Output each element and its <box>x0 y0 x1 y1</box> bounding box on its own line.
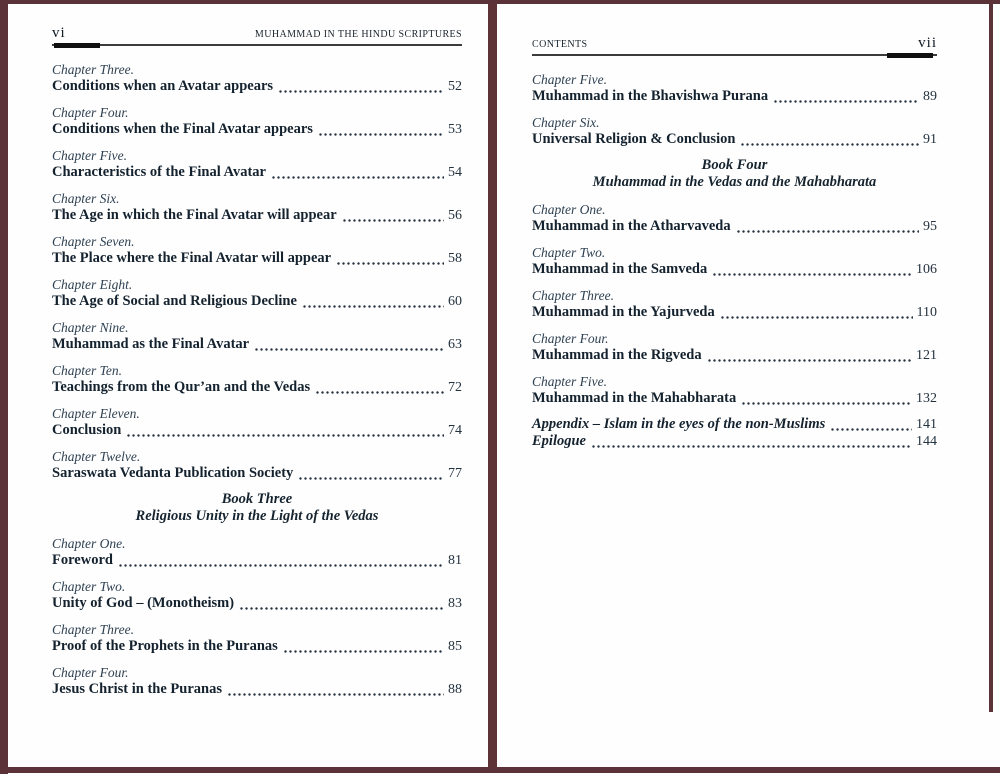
toc-line <box>532 261 937 278</box>
folio-bar <box>887 53 933 58</box>
entry-title: Muhammad in the Yajurveda <box>532 304 715 320</box>
frame-border-right <box>989 0 993 712</box>
toc-line <box>52 638 462 655</box>
chapter-label: Chapter Five. <box>532 72 607 87</box>
book-heading <box>52 491 462 525</box>
page-number: 95 <box>923 219 937 234</box>
dot-leader <box>773 100 919 103</box>
entry-title: Muhammad as the Final Avatar <box>52 336 250 352</box>
toc-line <box>52 250 462 267</box>
toc-entry <box>52 233 462 267</box>
toc-entry <box>52 190 462 224</box>
toc-entry <box>52 664 462 698</box>
chapter-label: Chapter Three. <box>532 288 614 303</box>
chapter-label: Chapter Three. <box>52 62 134 77</box>
toc-entry <box>532 373 937 407</box>
running-head-left <box>52 24 462 46</box>
toc-line <box>532 88 937 105</box>
entry-title: Muhammad in the Rigveda <box>532 347 702 363</box>
dot-leader <box>830 428 912 431</box>
back-matter-line <box>532 433 937 450</box>
entry-title: The Place where the Final Avatar will appear <box>52 250 332 266</box>
entry-title: The Age in which the Final Avatar will appear <box>52 207 337 223</box>
page-number: 63 <box>448 337 462 352</box>
page-number: 72 <box>448 380 462 395</box>
page-number: 60 <box>448 294 462 309</box>
toc-line <box>532 304 937 321</box>
chapter-label: Chapter Four. <box>52 665 129 680</box>
book-subtitle: Religious Unity in the Light of the Vedas <box>135 508 379 524</box>
dot-leader <box>271 176 444 179</box>
dot-leader <box>720 316 913 319</box>
book-heading <box>532 157 937 191</box>
folio-number: vii <box>918 35 937 51</box>
toc-line <box>52 207 462 224</box>
spine-divider <box>488 3 497 768</box>
page-number: 54 <box>448 165 462 180</box>
dot-leader <box>278 90 444 93</box>
book-title: Book Three <box>221 491 293 507</box>
dot-leader <box>118 564 444 567</box>
chapter-label: Chapter Four. <box>532 331 609 346</box>
dot-leader <box>126 434 444 437</box>
page-number: 110 <box>916 305 937 320</box>
page-number: 58 <box>448 251 462 266</box>
entry-title: Proof of the Prophets in the Puranas <box>52 638 278 654</box>
entry-title: Muhammad in the Bhavishwa Purana <box>532 88 769 104</box>
chapter-label: Chapter Three. <box>52 622 134 637</box>
chapter-label: Chapter Two. <box>532 245 606 260</box>
toc-entry <box>52 362 462 396</box>
chapter-label: Chapter Nine. <box>52 320 129 335</box>
toc-entry <box>532 330 937 364</box>
toc-entry <box>532 287 937 321</box>
toc-line <box>52 293 462 310</box>
toc-line <box>52 465 462 482</box>
entry-title: Muhammad in the Atharvaveda <box>532 218 731 234</box>
dot-leader <box>712 273 912 276</box>
entry-title: The Age of Social and Religious Decline <box>52 293 297 309</box>
chapter-label: Chapter Six. <box>52 191 120 206</box>
running-head-right <box>532 34 937 56</box>
toc-entry <box>52 61 462 95</box>
chapter-label: Chapter Two. <box>52 579 126 594</box>
toc-line <box>52 121 462 138</box>
page-number: 83 <box>448 596 462 611</box>
toc-entry <box>52 621 462 655</box>
page-number: 56 <box>448 208 462 223</box>
dot-leader <box>283 650 444 653</box>
toc-entry-list <box>52 61 462 482</box>
dot-leader <box>741 402 912 405</box>
chapter-label: Chapter Eleven. <box>52 406 140 421</box>
toc-entry <box>532 114 937 148</box>
toc-line <box>52 336 462 353</box>
dot-leader <box>318 133 444 136</box>
page-number: 144 <box>916 434 937 449</box>
entry-title: Conditions when the Final Avatar appears <box>52 121 313 137</box>
toc-line <box>52 164 462 181</box>
toc-entry <box>532 201 937 235</box>
running-header-title: CONTENTS <box>532 39 588 50</box>
toc-entry-list <box>532 201 937 407</box>
toc-line <box>52 78 462 95</box>
toc-entry <box>532 71 937 105</box>
frame-border-bottom <box>0 767 1000 773</box>
page-left <box>8 0 488 767</box>
entry-title: Conclusion <box>52 422 122 438</box>
page-number: 91 <box>923 132 937 147</box>
page-number: 89 <box>923 89 937 104</box>
chapter-label: Chapter Ten. <box>52 363 123 378</box>
toc-line <box>532 390 937 407</box>
entry-title: Epilogue <box>532 433 586 449</box>
chapter-label: Chapter One. <box>52 536 126 551</box>
page-right <box>497 0 989 767</box>
page-number: 141 <box>916 417 937 432</box>
entry-title: Saraswata Vedanta Publication Society <box>52 465 294 481</box>
page-number: 132 <box>916 391 937 406</box>
folio-number: vi <box>52 25 66 41</box>
chapter-label: Chapter Twelve. <box>52 449 141 464</box>
chapter-label: Chapter Eight. <box>52 277 133 292</box>
dot-leader <box>302 305 444 308</box>
page-number: 81 <box>448 553 462 568</box>
back-matter-line <box>532 416 937 433</box>
toc-line <box>52 552 462 569</box>
dot-leader <box>298 477 444 480</box>
entry-title: Foreword <box>52 552 113 568</box>
toc-entry-list <box>532 71 937 148</box>
entry-title: Muhammad in the Samveda <box>532 261 708 277</box>
dot-leader <box>336 262 444 265</box>
entry-title: Muhammad in the Mahabharata <box>532 390 737 406</box>
toc-line <box>52 422 462 439</box>
book-title: Book Four <box>701 157 768 173</box>
dot-leader <box>254 348 444 351</box>
book-subtitle: Muhammad in the Vedas and the Mahabharata <box>592 174 877 190</box>
entry-title: Universal Religion & Conclusion <box>532 131 736 147</box>
chapter-label: Chapter Five. <box>532 374 607 389</box>
folio-bar <box>54 43 100 48</box>
toc-entry <box>52 276 462 310</box>
page-number: 106 <box>916 262 937 277</box>
toc-entry <box>52 578 462 612</box>
page-number: 52 <box>448 79 462 94</box>
dot-leader <box>315 391 444 394</box>
entry-title: Teachings from the Qur’an and the Vedas <box>52 379 311 395</box>
chapter-label: Chapter Seven. <box>52 234 135 249</box>
toc-line <box>52 379 462 396</box>
page-number: 121 <box>916 348 937 363</box>
entry-title: Jesus Christ in the Puranas <box>52 681 222 697</box>
entry-title: Conditions when an Avatar appears <box>52 78 274 94</box>
toc-line <box>532 347 937 364</box>
dot-leader <box>736 230 919 233</box>
entry-title: Appendix – Islam in the eyes of the non-Muslims <box>532 416 826 432</box>
back-matter-list <box>532 416 937 450</box>
dot-leader <box>239 607 444 610</box>
page-number: 85 <box>448 639 462 654</box>
page-number: 77 <box>448 466 462 481</box>
page-number: 53 <box>448 122 462 137</box>
chapter-label: Chapter One. <box>532 202 606 217</box>
frame-border-left <box>0 0 8 774</box>
page-number: 88 <box>448 682 462 697</box>
chapter-label: Chapter Five. <box>52 148 127 163</box>
page-number: 74 <box>448 423 462 438</box>
toc-line <box>52 681 462 698</box>
dot-leader <box>342 219 444 222</box>
running-header-title: MUHAMMAD IN THE HINDU SCRIPTURES <box>254 29 462 40</box>
toc-line <box>532 218 937 235</box>
dot-leader <box>707 359 912 362</box>
entry-title: Characteristics of the Final Avatar <box>52 164 266 180</box>
toc-line <box>532 131 937 148</box>
toc-entry <box>52 147 462 181</box>
toc-entry <box>52 104 462 138</box>
toc-line <box>52 595 462 612</box>
dot-leader <box>591 445 912 448</box>
dot-leader <box>227 693 444 696</box>
toc-entry <box>52 319 462 353</box>
toc-entry <box>532 244 937 278</box>
dot-leader <box>740 143 919 146</box>
entry-title: Unity of God – (Monotheism) <box>52 595 235 611</box>
chapter-label: Chapter Six. <box>532 115 600 130</box>
chapter-label: Chapter Four. <box>52 105 129 120</box>
toc-entry <box>52 448 462 482</box>
toc-entry <box>52 535 462 569</box>
toc-entry <box>52 405 462 439</box>
toc-entry-list <box>52 535 462 698</box>
